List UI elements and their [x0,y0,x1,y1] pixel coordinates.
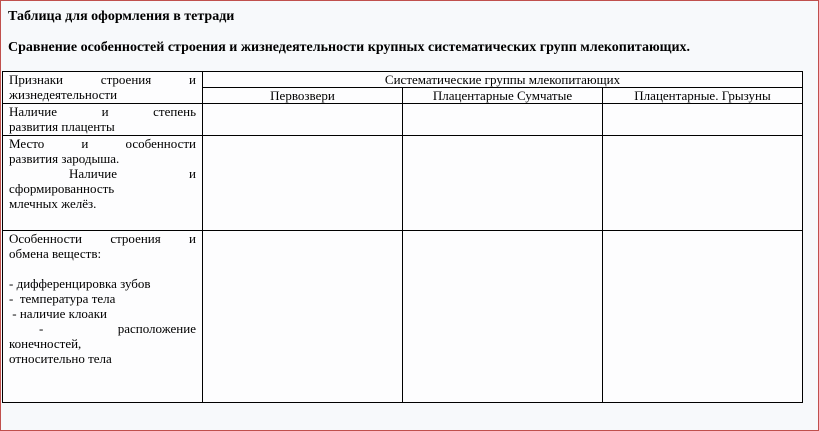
feature-line: обмена веществ: [9,246,102,261]
empty-cell[interactable] [603,136,803,231]
feature-line: Место и особенности [9,136,196,151]
table-row [3,136,803,231]
table-row [3,104,803,136]
empty-cell[interactable] [203,136,403,231]
feature-line: сформированность [9,181,115,196]
feature-line: - дифференцировка зубов [9,276,151,291]
feature-line: развития зародыша. [9,151,120,166]
group-column-header: Плацентарные. Грызуны [603,88,803,104]
groups-header-cell: Систематические группы млекопитающих [203,72,803,88]
empty-cell[interactable] [603,104,803,136]
feature-line: Наличие и [69,166,196,181]
feature-line: - расположение [39,321,196,336]
feature-line: - наличие клоаки [9,306,107,321]
feature-line: Особенности строения и [9,231,196,246]
feature-line: развития плаценты [9,119,115,134]
feature-header-cell [3,72,203,104]
feature-header-line: Признаки строения и [9,72,196,87]
table-caption: Сравнение особенностей строения и жизнедеятельности крупных систематических групп млекопитающих. [8,40,691,55]
empty-cell[interactable] [203,104,403,136]
group-column-header: Первозвери [203,88,403,104]
empty-cell[interactable] [403,104,603,136]
page-title: Таблица для оформления в тетради [8,9,235,24]
feature-line: - температура тела [9,291,116,306]
table-row [3,231,803,403]
empty-cell[interactable] [403,136,603,231]
empty-cell[interactable] [403,231,603,403]
comparison-table [2,71,803,403]
group-column-header: Плацентарные Сумчатые [403,88,603,104]
feature-line: конечностей, [9,336,82,351]
feature-line: млечных желёз. [9,196,97,211]
feature-line [9,261,196,276]
feature-header-line: жизнедеятельности [9,87,118,102]
feature-cell [3,231,203,403]
feature-cell [3,136,203,231]
feature-line: относительно тела [9,351,112,366]
feature-cell [3,104,203,136]
feature-line: Наличие и степень [9,104,196,119]
empty-cell[interactable] [203,231,403,403]
empty-cell[interactable] [603,231,803,403]
